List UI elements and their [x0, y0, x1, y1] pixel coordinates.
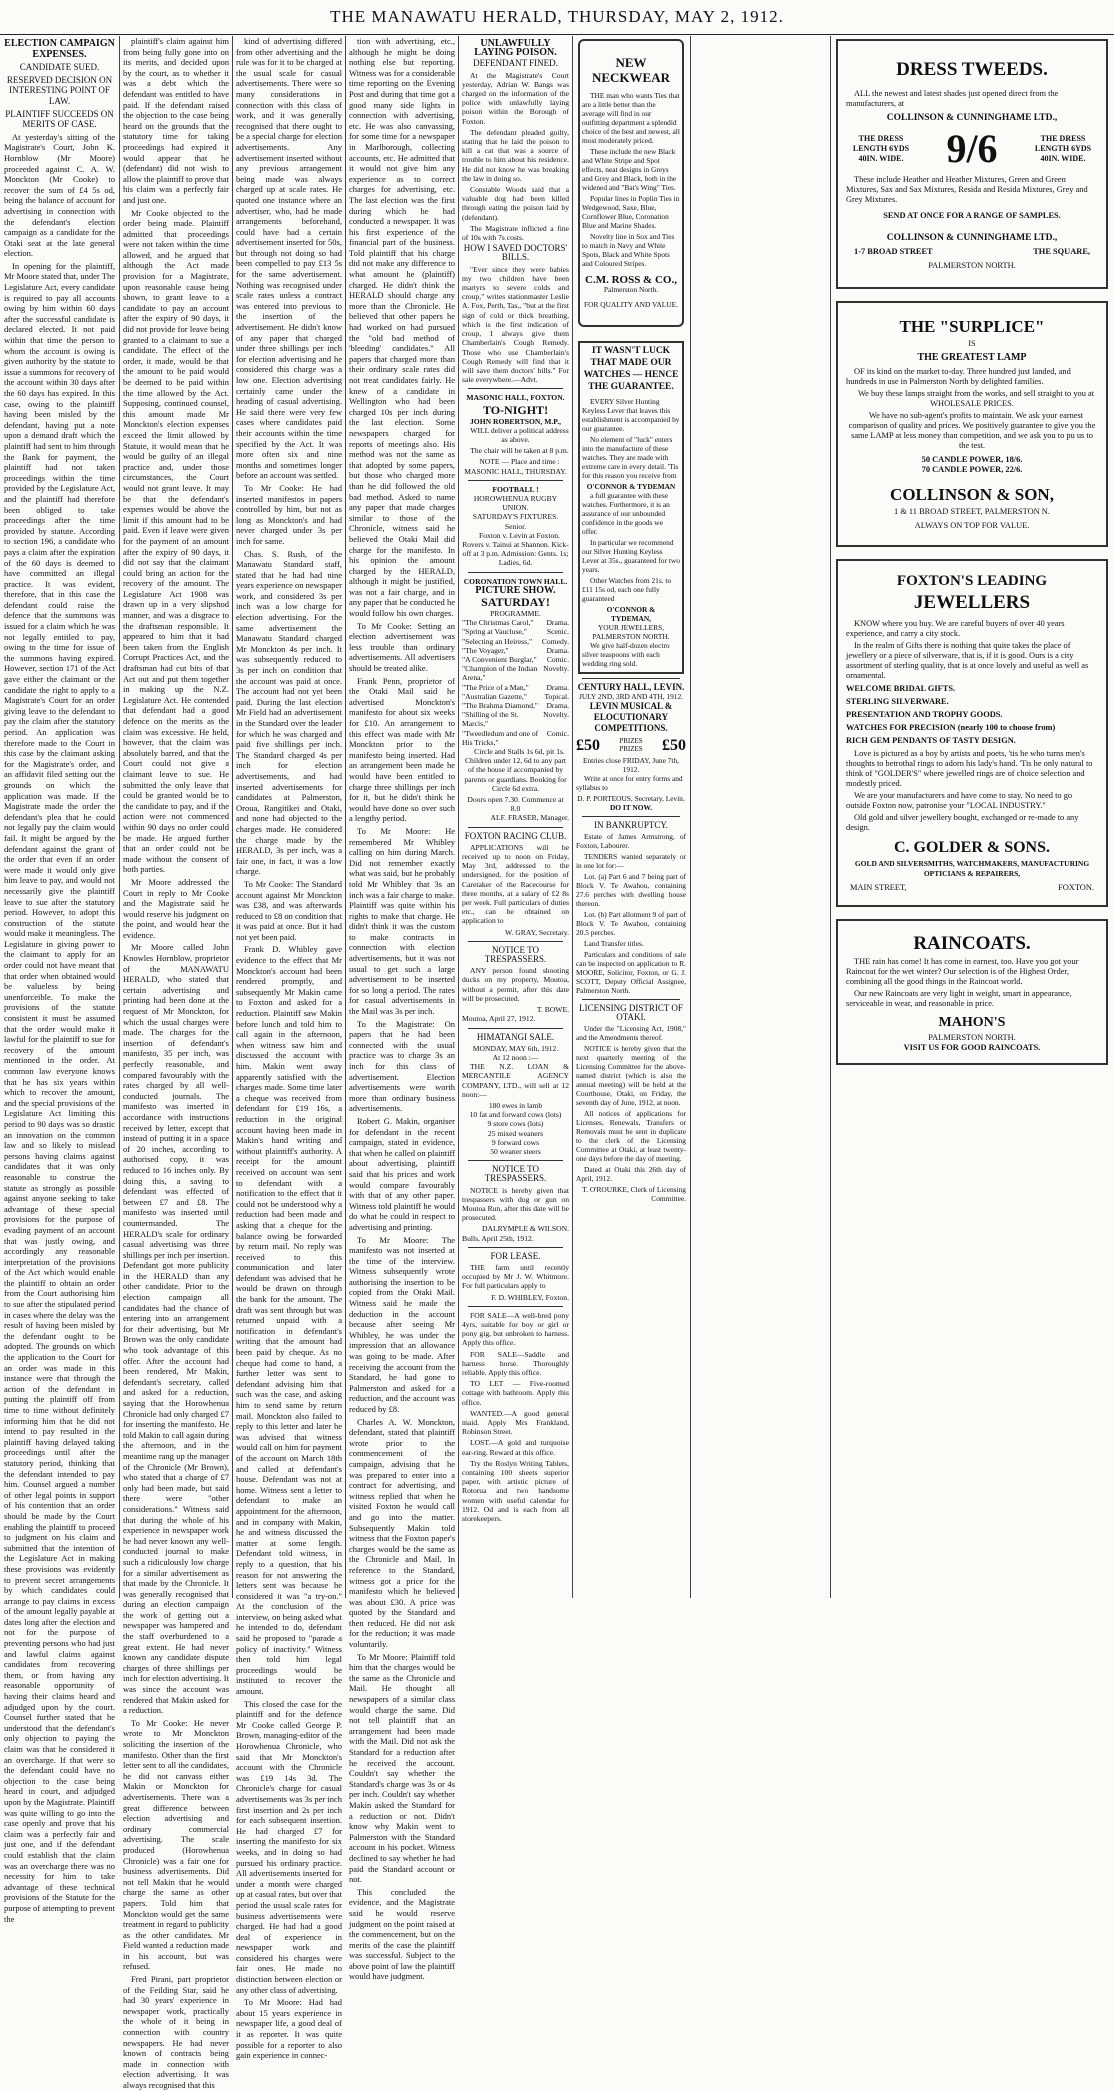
advert-text: All notices of applications for Licenses, Renewals, Transfers or Removals must be sent in duplicate to the clerk of the Licensing Committee at Otaki, at least twenty-one days before the day of meeting. — [576, 1109, 686, 1163]
address: 1 & 11 BROAD STREET, PALMERSTON N. — [894, 507, 1050, 516]
advert-firm: COLLINSON & SON, — [890, 485, 1054, 504]
neckwear-advert — [578, 39, 684, 327]
gift-item: WELCOME BRIDAL GIFTS. — [846, 684, 956, 693]
stock-list — [462, 1101, 569, 1156]
address-row — [854, 247, 1090, 257]
address-row — [850, 883, 1094, 893]
advert-text: Estate of James Armstrong, of Foxton, Labourer. — [576, 832, 686, 850]
article-headline: UNLAWFULLY LAYING POISON. — [474, 38, 557, 59]
article-paragraph: To Mr Cooke: He had inserted manifestos in papers controlled by him, but not as long as Monckton's and had never charged under 3s per inch for same. — [236, 482, 342, 546]
gift-item: STERLING SILVERWARE. — [846, 697, 949, 706]
advert-heading: CENTURY HALL, LEVIN. — [577, 682, 685, 692]
divider — [468, 572, 563, 573]
advert-text: We have no sub-agent's profits to maintain. We ask your earnest comparison of quality and prices. We positively guarantee to give you the same LAMP at less money than competition, and we ask you to pu us to the test. — [848, 411, 1096, 450]
advert-text: OF its kind on the market to-day. Three hundred just landed, and hundreds in use in Palmerston North by delighted families. — [846, 367, 1071, 386]
article-column-4 — [349, 36, 455, 1982]
advert-text: Lot. (b) Part allotment 9 of part of Block V. Te Awahou, containing 20.5 perches. — [576, 910, 686, 937]
advert-text: KNOW where you buy. We are careful buyers of over 40 years experience, and carry a city stock. — [846, 619, 1065, 638]
coronation-hall-advert — [462, 577, 569, 823]
programme-item — [462, 618, 569, 627]
advert-heading: TO-NIGHT! — [482, 402, 549, 417]
article-paragraph: Robert G. Makin, organiser for defendant in the recent campaign, stated in evidence, that when he called on plaintiff about advertising, plaintiff said that his prices and work would compare favourably with that of any other paper. Witness told plaintiff he would do what he could in respect to advertising and printing. — [349, 1115, 455, 1232]
football-advert — [462, 485, 569, 568]
advert-firm: O'CONNOR & TYDEMAN — [586, 482, 676, 491]
advert-heading: THE "SURPLICE" — [899, 317, 1045, 336]
column-rule — [830, 36, 831, 1598]
article-paragraph: Constable Woods said that a valuable dog had been killed through eating the poison laid by (defendant). — [462, 185, 569, 222]
advert-text: a full guarantee with these watches. Furthermore, it is an assurance of our unbounded confidence in the goods we offer. — [582, 491, 670, 536]
advert-heading: FOOTBALL ! — [492, 484, 539, 494]
article-column-2 — [123, 36, 229, 2090]
advert-heading: NECKWEAR — [591, 70, 670, 85]
advert-signature: T. BOWE. — [536, 1005, 569, 1015]
advert-text: Write at once for entry forms and syllabus to — [576, 774, 683, 792]
classified-ad: TO LET — Five-roomed cottage with bathroom. Apply this office. — [462, 1379, 569, 1407]
advert-heading: CORONATION TOWN HALL. — [463, 576, 568, 586]
advert-firm: TYDEMAN, — [610, 614, 652, 623]
article-paragraph: Frank Penn, proprietor of the Otaki Mail said he advertised Monckton's manifesto for about six weeks for £10. An arrangement to this effect was made with Mr Monckton prior to the manifesto being inserted. Had an arrangement been made he would have been entitled to charge three shillings per inch for it, but he didn't think he would have done so over such a lengthy period. — [349, 675, 455, 824]
programme-item — [462, 646, 569, 655]
advert-signature: F. D. WHIBLEY, Foxton. — [491, 1292, 569, 1302]
article-paragraph: To Mr Moore: Plaintiff told him that the charges would be the same as the Chronicle and Mail. He thought all newspapers of a similar class would charge the same. Did not tell plaintiff that an arrangement had been made with the Mail. Did not ask the Standard for a reduction after he received the account. Couldn't say whether the Standard's charge was 3s or 4s per inch. Couldn't say whether Makin asked the Standard for a reduction or not. Didn't know why Makin went to Palmerston with the Standard account in his pocket. Witness declined to say whether he had paid the Standard account or not. — [349, 1651, 455, 1885]
price-row — [846, 127, 1098, 171]
programme-title: "Selecting an Heiress," — [462, 636, 533, 646]
programme-title: "Tweedledum and one of His Tricks," — [462, 728, 539, 747]
advert-heading: JEWELLERS — [913, 592, 1031, 613]
article-paragraph: kind of advertising differed from other advertising and the rule was for it to be charged at the usual scale for casual advertisements. There were so many considerations in connection with this class of work, and it was generally recognised that there ought to be a special charge for election advertisements. Any advertisement inserted without any previous arrangement being made was always charged up at scale rates. He quoted one instance where an advertiser, who, had he made arrangements beforehand, could have had a certain advertisement inserted for 50s, but through not doing so had been compelled to pay £13 5s for the same advertisement. Nothing was recognised under scale rates unless a contract was entered into previous to the insertion of the advertisement. He didn't know of any paper that charged under three shillings per inch for election advertising and he considered this charge was a low one. Election advertising certainly came under the heading of casual advertising. He said there were very few cases where candidates paid their accounts within the time specified by the Act. It was more often six and nine months and sometimes longer before an account was settled. — [236, 36, 342, 481]
advert-heading: PICTURE SHOW. — [475, 584, 556, 596]
classified-ad: Try the Roslyn Writing Tablets, containing 100 sheets superior paper, with artistic picture of Rotorua and two handsome women with useful calendar for 1912. Od and is each from all storekeepers. — [462, 1458, 569, 1524]
programme-kind: Topical. — [544, 691, 569, 701]
column-rule — [458, 36, 459, 1598]
price: 9/6 — [946, 126, 998, 171]
advert-text: "Ever since they were babies my two children have been martyrs to severe colds and croup," writes stationmaster Leslie A. Fox, Perth, Tas., "but at the first sign of cold or thick breathing, which is the first indication of croup, I always give them Chamberlain's Cough Remedy. Those who use Chamberlain's Cough Remedy will find that it will save them doctors' bills." For sale everywhere.—Advt. — [462, 264, 569, 385]
advert-text: No element of "luck" enters into the manufacture of these watches. They are made with extreme care in every detail. 'Tis for this reason you receive from — [582, 435, 679, 480]
price-line: 50 CANDLE POWER, 18/6. — [921, 455, 1023, 464]
divider — [582, 816, 680, 817]
prize-label-text: PRIZES — [619, 745, 643, 753]
notices-column — [462, 36, 569, 1598]
advert-subheading: HOROWHENUA RUGBY UNION. — [473, 493, 558, 513]
advert-signature: W. GRAY, Secretary. — [505, 927, 569, 937]
divider — [582, 678, 680, 679]
article-subhead: PLAINTIFF SUCCEEDS ON MERITS OF CASE. — [5, 108, 114, 130]
advert-text: Lot. (a) Part 6 and 7 being part of Block V. Te Awahou, containing 27.6 perches with dwelling house thereon. — [576, 872, 686, 908]
price-line: 70 CANDLE POWER, 22/6. — [921, 465, 1023, 474]
advert-text: Novelty line in Sox and Ties to match in Navy and White Spots, Black and White Spots and Coloured Stripes. — [582, 232, 675, 268]
programme-kind: Drama. — [546, 618, 569, 628]
advert-subheading: Senior. — [504, 521, 527, 531]
advert-heading: LEVIN MUSICAL & ELOCUTIONARY COMPETITIONS. — [589, 701, 673, 733]
article-subhead: CANDIDATE SUED. — [19, 62, 100, 73]
advert-text: Dated at Otaki this 26th day of April, 1912. — [576, 1165, 686, 1183]
article-paragraph: To the Magistrate: On papers that he had been connected with the usual practice was to charge 3s an inch for this class of advertisement. Election advertisements were worth more than ordinary business advertisements. — [349, 1018, 455, 1114]
programme-item — [462, 655, 569, 664]
display-adverts-column — [834, 36, 1110, 1598]
programme-kind: Novelty. — [543, 710, 569, 720]
advert-name: JOHN ROBERTSON, M.P., — [469, 416, 561, 426]
divider — [468, 480, 563, 481]
advert-heading: HIMATANGI SALE. — [476, 1031, 555, 1042]
advert-slogan: DO IT NOW. — [609, 803, 653, 812]
advert-firm: O'CONNOR & — [606, 605, 656, 614]
advert-text: IS — [968, 339, 976, 348]
divider — [468, 1247, 563, 1248]
advert-heading: IT WASN'T LUCK — [591, 346, 671, 356]
advert-subheading: PROGRAMME. — [490, 608, 541, 618]
advert-text: NOTICE is hereby given that the next quarterly meeting of the Licensing Committee for the above-named district (which is also the annual meeting) will be held at the Courthouse, Otaki, on Friday, the seventh day of June, 1912, at noon. — [576, 1044, 686, 1107]
advert-firm: C.M. ROSS & CO., — [585, 274, 677, 286]
programme-title: "Spring at Vaucluse," — [462, 627, 527, 637]
stock-item: 180 ewes in lamb — [488, 1100, 543, 1110]
article-column-3 — [236, 36, 342, 2061]
article-paragraph: Mr Moore called John Knowles Hornblow, proprietor of the MANAWATU HERALD, who stated that certain advertising and printing had been done at the request of Mr Monckton, for which the usual charges were made. The charges for the insertion of defendant's manifesto, 35 per inch, was perfectly reasonable, and compared favourably with the rates charged by all well-conducted journals. The manifesto was inserted in accordance with instructions received by letter, except that instead of putting it in a space of 20 inches, according to authorised copy, it was reduced to 16 inches only. By doing this, a saving to defendant was effected of between £7 and £8. The manifesto was inserted until countermanded. The HERALD's scale for ordinary casual advertising was three shillings per inch per insertion. Defendant got more publicity in the HERALD than any other candidate. Prior to the election campaign all candidates had the chance of entering into an arrangement for their advertising, but Mr Brown was the only candidate who took advantage of this offer. After the account had been rendered, Mr Makin, defendant's secretary, called and asked for a reduction, saying that the Horowhenua Chronicle had only charged £7 for inserting the manifesto. He told Makin to call again during the afternoon, and in the meantime rang up the manager of the Chronicle (Mr Brown), who stated that a charge of £7 only had been made, but said there were "other considerations." Witness said that during the whole of his experience in newspaper work he had never known any well-conducted journal to make such a ridiculously low charge for a similar advertisement as that made by the Chronicle. It was generally recognised that during an election campaign the work of getting out a newspaper was hampered and the staff overburdened to a great extent. He had never known any candidate dispute charges of three shillings per inch for election advertising. It was since the account was rendered that Makin asked for a reduction. — [123, 942, 229, 1716]
prize-label — [619, 737, 642, 753]
advert-text: ANY person found shooting ducks on my property, Moutoa, without a permit, after this date will be prosecuted. — [462, 966, 569, 1003]
article-paragraph: Mr Moore addressed the Court in reply to Mr Cooke and the Magistrate said he would reserve his judgment on the point, and would hear the evidence. — [123, 876, 229, 940]
advert-text: Foxton v. Levin at Foxton. Rovers v. Tainui at Shannon. Kick-off at 3 p.m. Admission: Gents. 1s; Ladies, 6d. — [462, 530, 569, 568]
advert-slogan: SEND AT ONCE FOR A RANGE OF SAMPLES. — [883, 211, 1061, 220]
advert-firm: MAHON'S — [938, 1015, 1006, 1030]
advert-text: Entries close FRIDAY, June 7th, 1912. — [582, 756, 680, 774]
article-paragraph: To Mr Cooke: He never wrote to Mr Monckton soliciting the insertion of the manifesto. Other than the first letter sent to all the candidates, he did not canvass either Makin or Monckton for advertisements. There was a great difference between election advertising and ordinary commercial advertising. The scale produced (Horowhenua Chronicle) was a fair one for business advertisements. Did not tell Makin that he would charge the same as other papers. Told him that Monckton would get the same treatment in regard to publicity as the other candidates. Mr Field wanted a reduction made in his account, but was refused. — [123, 1717, 229, 1972]
advert-date: Bulls, April 25th, 1912. — [462, 1233, 534, 1243]
advert-heading: WATCHES — HENCE — [583, 370, 679, 380]
advert-heading: IN BANKRUPTCY. — [594, 820, 668, 830]
advert-text: We are your manufacturers and have come to stay. No need to go outside Foxton now, patronise your "LOCAL INDUSTRY." — [846, 791, 1073, 810]
length-label: THE DRESS LENGTH 6YDS 40IN. WIDE. — [852, 134, 910, 163]
raincoats-advert — [836, 919, 1108, 1065]
classified-ad: LOST.—A gold and turquoise ear-ring. Reward at this office. — [462, 1438, 569, 1457]
advert-heading: RAINCOATS. — [913, 933, 1031, 954]
article-paragraph: Frank D. Whibley gave evidence to the effect that Mr Monckton's account had been rendered promptly, and subsequently Mr Makin came to Foxton and asked for a reduction. Plaintiff saw Makin before lunch and told him to call again in the afternoon, when witness saw him and discussed the account with him. Makin went away apparently satisfied with the charges made. Some time later a cheque was received from defendant for £19 16s, a reduction in the original account having been made in Makin's hand writing and without plaintiff's authority. A receipt for the amount received on account was sent to defendant with a notification to the effect that it could not be understood why a reduction had been made and asking that a cheque for the balance owing be forwarded by return mail. No reply was received to this communication and later defendant was advised that he would be drawn on through the bank for the amount. The draft was sent through but was returned unpaid with a notification in defendant's writing that the amount had been paid by cheque. As no cheque had come to hand, a further letter was sent to defendant advising him that such was the case, and asking him to send same by return mail. Monckton also failed to reply to this letter and later he was advised that witness would call on him for payment of the account on March 18th and called at defendant's house. Defendant was not at home. Witness sent a letter to defendant to make an appointment for the afternoon, and in company with Makin, he and witness discussed the matter at some length. Defendant told witness, in reply to a question, that his reason for not answering the letters sent was because he considered it was "a try-on." At the conclusion of the interview, on being asked what he intended to do, defendant said he proposed to "parade a policy of inactivity." Witness then told him legal proceedings would be instituted to recover the amount. — [236, 944, 342, 1697]
stock-item: 50 weaner steers — [490, 1146, 541, 1156]
advert-date: MONDAY, MAY 6th, 1912. — [472, 1043, 559, 1053]
advert-heading: FOXTON RACING CLUB. — [464, 830, 567, 841]
divider — [582, 999, 680, 1000]
programme-title: "The Voyager," — [462, 645, 509, 655]
advert-heading: HOW I SAVED DOCTORS' BILLS. — [463, 243, 568, 263]
advert-text: THE rain has come! It has come in earnest, too. Have you got your Raincoat for the wet winter? Our selection is of the Highest Order, combining all the good things in the Raincoat world. — [846, 957, 1079, 986]
column-rule — [345, 36, 346, 1598]
advert-heading: FOXTON'S LEADING — [896, 573, 1048, 589]
advert-text: Old gold and silver jewellery bought, exchanged or re-made to any design. — [846, 813, 1079, 832]
advert-text: WILL deliver a political address as above. — [470, 425, 569, 444]
advert-text: Land Transfer titles. — [584, 939, 644, 948]
competitions-advert — [576, 683, 686, 812]
advert-text: These include the new Black and White Stripe and Spot effects, neat designs in Greys and Grey and Black, both in the widened and "Bat's Wing" Ties. — [582, 147, 677, 192]
programme-title: "A Convenient Burglar," — [462, 654, 537, 664]
dress-tweeds-advert — [836, 39, 1108, 289]
programme-kind: Comedy. — [541, 636, 569, 646]
stock-item: 25 mixed weaners — [487, 1128, 544, 1138]
article-paragraph: Fred Pirani, part proprietor of the Feilding Star, said he had 30 years' experience in newspaper work, practically the whole of it being in connection with country newspapers. He had never known of contracts being made in connection with election advertising. It was always recognised that this — [123, 1974, 229, 2090]
article-paragraph: plaintiff's claim against him from being fully gone into on its merits, and decided upon by the court, as to whether it was a debt which the defendant was entitled to have paid. If the defendant raised the objection to the case being heard on the grounds that the statutory time for taking proceedings had expired it would appear that he (defendant) did not wish to allow the plaintiff to prove that his claim was a perfectly fair and just one. — [123, 36, 229, 205]
advert-text: Under the "Licensing Act, 1908," and the Amendments thereof. — [576, 1024, 686, 1042]
gift-item: WATCHES FOR PRECISION (nearly 100 to choose from) — [846, 723, 1056, 732]
advert-heading: NOTICE TO TRESPASSERS. — [484, 944, 547, 965]
prize-label-text: PRIZES — [619, 737, 643, 745]
advert-text: ALL the newest and latest shades just opened direct from the manufacturers, at — [846, 89, 1059, 108]
advert-heading: NOTICE TO TRESPASSERS. — [484, 1164, 547, 1184]
gift-list — [846, 684, 1098, 746]
prize-row — [576, 737, 686, 753]
stock-item: 9 store cows (lots) — [487, 1119, 544, 1129]
article-paragraph: To Mr Moore: The manifesto was not inserted at the time of the interview. Witness subsequently wrote authorising the insertion to be copied from the Otaki Mail. Witness said he made the deduction in the account because after seeing Mr Whibley, he was under the impression that an allowance was going to be made. After receiving the account from the Standard, he had gone to Palmerston and asked for a reduction, and the account was reduced by £8. — [349, 1234, 455, 1414]
advert-heading: THE GUARANTEE. — [588, 382, 674, 392]
advert-text: APPLICATIONS will be received up to noon on Friday, May 3rd, addressed to the undersigned, for the position of Caretaker of the Racecourse for three months, at a salary of £2 8s per week. Full particulars of duties etc., can be obtained on application to — [462, 842, 569, 926]
advert-text: Doors open 7.30. Commence at 8.0 — [467, 795, 564, 814]
programme-item — [462, 692, 569, 701]
stock-item: 10 fat and forward cows (lots) — [469, 1110, 562, 1120]
advert-signature: ALF. FRASER, Manager. — [490, 813, 569, 823]
advert-town: PALMERSTON NORTH. — [928, 261, 1016, 270]
classified-ad: FOR SALE—Saddle and harness horse. Thoroughly reliable. Apply this office. — [462, 1349, 569, 1377]
programme-kind: Drama. — [546, 682, 569, 692]
programme-item — [462, 637, 569, 646]
advert-firm: COLLINSON & CUNNINGHAME LTD., — [886, 113, 1058, 123]
advert-text: Our new Raincoats are very light in weight, smart in appearance, serviceable in wear, and reasonable in price. — [846, 989, 1072, 1008]
advert-text: Popular lines in Poplin Ties in Wedgewood, Saxe, Blue, Cornflower Blue, Coronation Blue and Marine Shades. — [582, 194, 680, 230]
advert-text: THE N.Z. LOAN & MERCANTILE AGENCY COMPANY, LTD., will sell at 12 noon:— — [462, 1062, 569, 1099]
programme-title: "The Price of a Man," — [462, 682, 529, 692]
article-paragraph: The Magistrate inflicted a fine of 10s with 7s costs. — [462, 223, 569, 243]
programme-kind: Comic. — [546, 728, 569, 738]
divider — [468, 1160, 563, 1161]
divider — [468, 827, 563, 828]
article-paragraph: The defendant pleaded guilty, stating that he laid the poison to kill a cat that was a source of trouble to him about his residence. He did not know he was breaking the law in doing so. — [462, 127, 569, 183]
column-rule — [119, 36, 120, 1598]
advert-heading: FOR LEASE. — [490, 1250, 541, 1261]
advert-text: NOTE — Place and time : MASONIC HALL, THURSDAY. — [464, 457, 567, 476]
article-paragraph: This concluded the evidence, and the Magistrate said he would reserve judgment on the point raised at the commencement, but on the merits of the case the plaintiff was successful. Subject to the above point of law the plaintiff would have judgment. — [349, 1886, 455, 1982]
article-paragraph: tion with advertising, etc., although he might be doing nothing else but reporting. Witness was for a considerable time reporting on the Evening Post and during that time got a good many side lights in connection with advertising, etc. He was also canvassing, for some time for a newspaper in Marlborough, collecting accounts, etc. He admitted that it would not give him any experience as to correct charges for advertising, etc. The last election was the first during which he had conducted a newspaper. It was his first experience of the financial part of the business. Told plaintiff that his charge did not make any difference to what amount he (plaintiff) charged. He didn't think the HERALD should charge any more than the Chronicle. He believed that other papers he had worked on had pursued the "old bad method of 'bleeding' candidates." All papers that charged more than their ordinary scale rates did not treat candidates fairly. He knew of a candidate in Wellington who had been charged 10s per inch during the last election. Some newspapers charged for reports of meetings also. His method was not the same as that adopted by some papers, but those who charged more than he did followed the old bad method. Asked to name any paper that made charges similar to those of the Chronicle, witness said he believed the Otaki Mail did charge for the manifesto. In his opinion the amount charged by the HERALD, although it might be justified, was not a fair charge, and in any paper that he conducted he would follow his own charges. — [349, 36, 455, 619]
advert-text: The chair will be taken at 8 p.m. — [470, 446, 569, 456]
advert-text: EVERY Silver Hunting Keyless Lever that leaves this establishment is accompanied by our guarantee. — [582, 397, 680, 433]
advert-text: NOTICE is hereby given that trespassers with dog or gun on Moutoa Run, after this date will be prosecuted. — [462, 1185, 569, 1223]
gift-item: RICH GEM PENDANTS OF TASTY DESIGN. — [846, 736, 1016, 745]
advert-firm: COLLINSON & CUNNINGHAME LTD., — [886, 233, 1058, 243]
advert-firm: C. GOLDER & SONS. — [893, 839, 1051, 856]
watch-guarantee-advert — [578, 341, 684, 674]
advert-text: Particulars and conditions of sale can be inspected on application to R. MOORE, Solicitor, Foxton, or G. J. SCOTT, Deputy Official Assignee, Palmerston North. — [576, 950, 686, 995]
advert-subheading: SATURDAY'S FIXTURES. — [472, 512, 559, 522]
article-paragraph: To Mr Moore: He remembered Mr Whibley calling on him during March. Did not remember exactly what was said, but he probably told Mr Whibley that 3s an inch was a fair charge to make. Plaintiff was quite within his rights to make that charge. He didn't think it was the custom to make contracts in connection with election advertisements, but it was not usual to get such a large advertisement to be inserted for so long a period. The rates for casual advertisements in the Mail was 3s per inch. — [349, 825, 455, 1017]
advert-slogan: VISIT US FOR GOOD RAINCOATS. — [903, 1043, 1041, 1052]
advert-town: Palmerston North. — [603, 285, 659, 294]
advert-signature: D. P. PORTEOUS, Secretary, Levin. — [577, 794, 685, 803]
programme-title: "Australian Gazette," — [462, 691, 527, 701]
advert-heading: NEW — [615, 55, 647, 70]
programme-list — [462, 618, 569, 747]
programme-kind: Novelty. — [543, 664, 569, 674]
article-column-1 — [4, 36, 115, 1924]
advert-text: In the realm of Gifts there is nothing that quite takes the place of jewellery or a piece of silverware, that is, if it is good. Ours is a city assortment of sterling quality, that is at once lovely and useful as well as ornamental. — [846, 641, 1089, 680]
programme-title: "Champion of the Indian Arena," — [462, 664, 538, 683]
advert-firm: YOUR JEWELLERS, — [597, 623, 665, 632]
surplice-lamp-advert — [836, 301, 1108, 547]
programme-kind: Drama. — [546, 701, 569, 710]
programme-title: "The Christmas Carol," — [462, 618, 534, 628]
article-paragraph: At yesterday's sitting of the Magistrate's Court, John K. Hornblow (Mr Moore) proceeded against C. A. W. Monckton (Mr Cooke) to recover the sum of £4 5s od, being the balance of account for advertising in connection with the defendant's election campaign as a candidate for the Otaki seat at the late general election. — [4, 131, 115, 259]
article-paragraph: Mr Cooke objected to the order being made. Plaintiff admitted that proceedings were not taken within the time allowed, and he argued that although the Act made provision for a Magistrate, upon reasonable cause being shown, to grant leave to a candidate to pay an account after the expiry of 90 days, it did not provide for leave being granted to a claimant to sue a candidate. The effect of the order, it made, would be that the amount to be paid would be deemed to be paid within the time allowed by the Act. Supposing, continued counsel, this amount made Mr Monckton's election expenses exceed the limit allowed by Statute, it would mean that he would be guilty of an illegal practice and, under those circumstances, the Court would not grant leave. It may be that the defendant's expenses would be above the limit if this amount had to be paid. Even if leave were given for the payment of an amount after the expiry of 90 days, it did not say that the claimant could bring an action for the recovery of the amount. The Legislature Act 1908 was drawn up in a very slipshod manner, and was a disgrace to the draftsman responsible. It appeared to him that it had been taken from the English Corrupt Practices Act, and the draftsman had cut bits of that Act out and put them together in making up the N.Z. Legislature Act. He contended that defendant had a good defence on the merits as the claim was excessive. He held, however, that the claim was absolutely barred, and that the Court could not give a claimant leave to sue. He submitted the only leave that could be granted would be to the candidate to pay, and if the action were not commenced within 90 days no order could be made. He argued further that an order could not be made without the consent of both parties. — [123, 207, 229, 875]
prize-amount: £50 — [576, 736, 600, 754]
programme-item — [462, 701, 569, 710]
programme-item — [462, 683, 569, 692]
column-rule — [690, 36, 691, 1598]
advert-text: THE man who wants Ties that are a little better than the average will find in our outfitting department a splendid choice of the best and newest, all most moderately priced. — [582, 91, 680, 145]
programme-title: "Shilling of the St. Marcis," — [462, 710, 519, 729]
adverts-column — [576, 36, 686, 1598]
programme-kind: Scenic. — [546, 627, 569, 637]
column-rule — [572, 36, 573, 1598]
programme-title: "The Brahma Diamond," — [462, 701, 539, 710]
programme-item — [462, 627, 569, 636]
advert-slogan: FOR QUALITY AND VALUE. — [584, 300, 678, 309]
address: 1-7 BROAD STREET — [854, 247, 933, 256]
programme-item — [462, 664, 569, 682]
gift-item: PRESENTATION AND TROPHY GOODS. — [846, 710, 1003, 719]
advert-signature: DALRYMPLE & WILSON. — [482, 1224, 569, 1234]
golder-jewellers-advert — [836, 559, 1108, 907]
prize-amount: £50 — [662, 736, 686, 754]
programme-item — [462, 729, 569, 747]
address: THE SQUARE, — [1033, 247, 1090, 256]
programme-item — [462, 710, 569, 728]
address: MAIN STREET, — [850, 883, 907, 892]
advert-signature: T. O'ROURKE, Clerk of Licensing Committee. — [582, 1185, 686, 1203]
length-label: THE DRESS LENGTH 6YDS 40IN. WIDE. — [1034, 134, 1092, 163]
article-paragraph: To Mr Cooke: The Standard account against Mr Monckton was £38, and was afterwards reduced to £8 on condition that it was paid at once. But it had not yet been paid. — [236, 878, 342, 942]
advert-date: Moutoa, April 27, 1912. — [462, 1014, 536, 1024]
divider — [468, 1306, 563, 1307]
stock-item: 9 forward cows — [491, 1137, 540, 1147]
advert-heading: MASONIC HALL, FOXTON. — [466, 393, 565, 403]
article-subhead: RESERVED DECISION ON INTERESTING POINT OF LAW. — [6, 74, 113, 106]
advert-text: We buy these lamps straight from the works, and sell straight to you at WHOLESALE PRICES. — [857, 389, 1095, 408]
classified-ad: WANTED.—A good general maid. Apply Mrs Frankland, Robinson Street. — [462, 1408, 569, 1437]
address: FOXTON. — [1058, 883, 1094, 892]
divider — [468, 1028, 563, 1029]
article-paragraph: Charles A. W. Monckton, defendant, stated that plaintiff wrote prior to the commencement of the campaign, advising that he was prepared to enter into a contract for advertising, and witness replied that when he visited Foxton he would call and go into the matter. Subsequently Makin told witness that the Foxton paper's charges would be the same as the Chronicle and Mail. In reference to the Standard, witness got a price for the manifesto which he believed was about £30. A price was quoted by the Standard and then reduced. He did not ask for the reduction; it was made voluntarily. — [349, 1416, 455, 1650]
advert-text: These include Heather and Heather Mixtures, Green and Green Mixtures, Sax and Sax Mixtures, Resida and Resida Mixtures, Grey and Grey Mixtures. — [846, 175, 1088, 204]
advert-heading: LICENSING DISTRICT OF OTAKI. — [579, 1003, 683, 1022]
advert-town: PALMERSTON NORTH. — [592, 632, 670, 641]
classified-ad: FOR SALE—A well-bred pony 4yrs, suitable for boy or girl or pony gig, but unbroken to harness. Apply this office. — [462, 1310, 569, 1348]
article-paragraph: In opening for the plaintiff, Mr Moore stated that, under The Legislature Act, every candidate is required to pay all accounts owing by him within 60 days after the successful candidate is declared elected. It not paid within that time the person to whom the account is owing is given authority by the statute to issue a summons for recovery of the account within 30 days after the 60 days has expired. In this case, owing to the plaintiff having been misled by the defendant, having put a note upon a demand draft which the plaintiff had sent to him through the Bank for payment, the plaintiff had not taken proceedings within the time provided by the Legislature Act, and the plaintiff had therefore been obliged to take proceedings after the time provided by statute. According to section 196, a candidate who pays a claim after the expiration of the 60 days is deemed to have committed an illegal practice. It was evident, therefore, that in this case the defendant could raise the defence that the summons was issued for a claim which he was not legally entitled to pay, owing to the time for issue of the summons having expired. However, section 171 of the Act gave either the claimant or the candidate the right to apply to a Magistrate's Court for an order giving leave to the defendant to pay the claim after the statutory period. An application was therefore made to the Court in this case by the claimant asking for the Magistrate's order, and an affidavit filed setting out the grounds on which the application was made. If the Magistrate made the order the defendant's plea that he could not legally pay the claim would fail. It might be argued by the defendant against the grant of the order that even if an order were made it would only give him leave to pay, and would not necessarily give the plaintiff leave to sue after the statutory period. However, to adopt this construction of the statute would make it meaningless. The Legislature in giving power to the claimant to apply for an order could not have meant that that order when obtained would be valueless by being unenforceible. To make the provisions of the statute consistent it must be assumed that the order would make it lawful for the plaintiff to sue for recovery of the amount mentioned in the order. At common law everyone knows that he has six years within which to recover the amount, and the special provisions of the Legislature Act limiting this period to 90 days was so drastic an innovation on the common law and so likely to mislead persons having claims against candidates that it was only reasonable to construe the statute as strongly as possible against anyone seeking to take advantage of these special provisions for the purpose of evading payment of an account that was justly owing, and accordingly any reasonable interpretation of the provisions of the Act which would enable the plaintiff to obtain an order from the Court authorising him to sue after the stipulated period in cases where the delay was the result of having been misled by the defendant ought to be adopted. The grounds on which the application to the Court for an order was made in this instance were that through the action of the defendant in putting the plaintiff off from time to time without definitely informing him that he did not intend to pay resulted in the plaintiff having delayed taking proceedings until after the statutory period, thinking that the defendant intended to pay him. Counsel argued a number of other legal points in support of his contention that an order should be made by the Court enabling the plaintiff to proceed to judgment on his claim and submitted that the intention of the Legislature Act in making these provisions was evidently to prevent secret arrangements by which candidates could arrange to pay claims in excess of the amount legally payable at dates long after the election and not for the purpose of preventing persons who had just and lawful claims against candidates from recovering them, or from having any reasonable opportunity of having their claims heard and adjudged upon by the court. Counsel further stated that he understood that the defendant's only objection to paying the claim was that he considered it an overcharge. If that were so the defendant could have no objection to the case being heard in court, and adjudged upon by the Magistrate. Plaintiff was quite willing to go into the case openly and prove that his claim was a perfectly fair and just one, and if the defendant could establish that the claim was an overcharge there was no necessity for him to take advantage of these technical provisions of the Statute for the purpose of attempting to prevent the — [4, 260, 115, 1924]
advert-town: PALMERSTON NORTH. — [928, 1033, 1016, 1042]
advert-text: Circle and Stalls 1s 6d, pit 1s. Children under 12, 6d to any part of the house if accompanied by parents or guardians. Booking for Circle 6d extra. — [464, 747, 567, 793]
advert-subheading: THE GREATEST LAMP — [917, 352, 1027, 363]
article-paragraph: To Mr Cooke: Setting an election advertisement was less trouble than ordinary advertisements. All advertisers should be treated alike. — [349, 620, 455, 674]
divider — [468, 941, 563, 942]
advert-text: We give half-dozen electro silver teaspoons with each wedding ring sold. — [582, 641, 670, 668]
article-paragraph: Chas. S. Rush, of the Manawatu Standard staff, stated that he had had nine years experience on newspaper work, and considered 3s per inch was a low charge for election advertising. For the same advertisement the Manawatu Standard charged Mr Monckton 4s per inch. It was subsequently reduced to 3s per inch on condition that the account was paid at once. The account had not yet been paid. During the last election Mr Field had an advertisement in the Standard over the leader for which he was charged and paid five shillings per inch. The Standard charged 4s per inch for election advertisements, and had inserted advertisements for candidates at Palmerston, Oroua, Rangitikei and Otaki, and none had objected to the charges made. He considered the charge made by the HERALD, 3s per inch, was a fair one, in fact, it was a low charge. — [236, 548, 342, 877]
article-paragraph: To Mr Moore: Had had about 15 years experience in newspaper life, a good deal of it as reporter. It was quite possible for a reporter to also gain experience in connec- — [236, 1997, 342, 2061]
article-paragraph: At the Magistrate's Court yesterday, Adrian W. Bangs was charged on the information of the police with unlawfully laying poison within the Borough of Foxton. — [462, 70, 569, 126]
advert-trade: GOLD AND SILVERSMITHS, WATCHMAKERS, MANUFACTURING OPTICIANS & REPAIRERS, — [854, 859, 1090, 878]
advert-text: In particular we recommend our Silver Hunting Keyless Lever at 35s., guaranteed for two years. — [582, 538, 680, 574]
advert-text: THE farm until recently occupied by Mr J. W. Whitmore. For full particulars apply to — [462, 1262, 569, 1291]
programme-kind: Comic. — [546, 654, 569, 664]
advert-dates: JULY 2ND, 3RD AND 4TH, 1912. — [578, 692, 684, 701]
programme-kind: Drama. — [546, 645, 569, 655]
advert-heading: SATURDAY! — [481, 594, 550, 609]
advert-text: Other Watches from 21s. to £11 15s od, each one fully guaranteed — [582, 576, 672, 603]
column-rule — [232, 36, 233, 1598]
article-headline: ELECTION CAMPAIGN EXPENSES. — [4, 38, 115, 60]
advert-text: TENDERS wanted separately or in one lot for:— — [576, 852, 686, 870]
divider — [468, 388, 563, 389]
masthead: THE MANAWATU HERALD, THURSDAY, MAY 2, 1912. — [0, 0, 1114, 35]
advert-heading: THAT MADE OUR — [590, 358, 672, 368]
advert-text: Love is pictured as a boy by artists and poets, 'tis he who turns men's thoughts to betrothal rings to adorn his lady's hand. 'Tis he only natural to think of "GOLDER'S" where jewelled rings are of choice selection and modestly priced. — [846, 749, 1093, 788]
article-paragraph: This closed the case for the plaintiff and for the defence Mr Cooke called George P. Brown, managing-editor of the Horowhenua Chronicle, who said that Mr Monckton's account with the Chronicle was £19 14s 3d. The Chronicle's charge for casual advertisements was 3s per inch first insertion and 2s per inch for each subsequent insertion. He had charged £7 for inserting the manifesto for six weeks, and in doing so had pursued his ordinary practice. All advertisements inserted for under a month were charged up at casual rates, but over that period the usual scale rates for business advertisements were charged. He had had a good deal of experience in newspaper work and considered his charges were fair ones. He made no distinction between election or any other class of advertising. — [236, 1698, 342, 1995]
masonic-hall-advert — [462, 393, 569, 475]
advert-slogan: ALWAYS ON TOP FOR VALUE. — [914, 521, 1030, 530]
advert-heading: DRESS TWEEDS. — [896, 59, 1048, 80]
advert-time: At 12 noon :— — [492, 1052, 539, 1062]
article-subhead: DEFENDANT FINED. — [473, 58, 558, 69]
